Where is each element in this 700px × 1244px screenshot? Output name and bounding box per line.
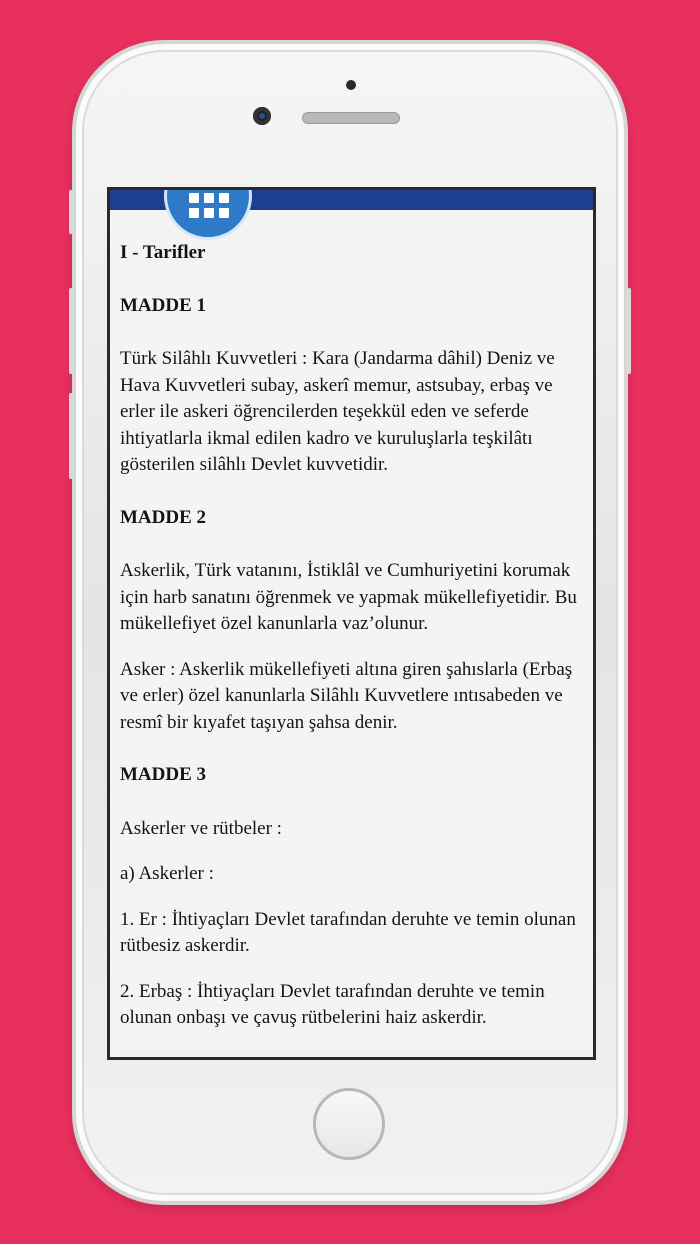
section-title: MADDE 1	[120, 294, 207, 316]
paragraph: Türk Silâhlı Kuvvetleri : Kara (Jandarma dâhil) Deniz ve Hava Kuvvetleri subay, askerî memur, astsubay, erbaş ve erler ile askeri öğrencilerden teşekkül eden ve seferde ihtiyatlarla ikmal edilen kadro ve kuruluşlarla teşkilâtı gösterilen silâhlı Devlet kuvvetidir.	[120, 348, 555, 475]
mute-switch	[69, 190, 74, 234]
home-button[interactable]	[313, 1088, 385, 1160]
paragraph: Askerlik, Türk vatanını, İstiklâl ve Cumhuriyetini korumak için harb sanatını öğrenmek ve yapmak mükellefiyetidir. Bu mükellefiyet özel kanunlarla vaz’olunur.	[120, 560, 577, 634]
paragraph: Askerler ve rütbeler :	[120, 817, 282, 839]
paragraph: 1. Er : İhtiyaçları Devlet tarafından deruhte ve temin olunan rütbesiz askerdir.	[120, 908, 576, 956]
grid-icon	[189, 193, 229, 219]
front-camera	[253, 107, 271, 125]
volume-up-button	[69, 288, 74, 374]
app-view	[110, 190, 593, 1057]
power-button	[626, 288, 631, 374]
section-title: MADDE 3	[120, 764, 207, 785]
earpiece-speaker	[302, 112, 400, 124]
volume-down-button	[69, 393, 74, 479]
menu-button[interactable]	[164, 190, 252, 240]
article-content	[120, 240, 582, 1051]
paragraph: Asker : Askerlik mükellefiyeti altına giren şahıslarla (Erbaş ve erler) özel kanunlarla Silâhlı Kuvvetlere ıntısabeden ve resmî bir kıyafet taşıyan şahsa denir.	[120, 658, 573, 733]
paragraph: a) Askerler :	[120, 863, 214, 884]
proximity-sensor	[346, 80, 356, 90]
page-heading: I - Tarifler	[120, 242, 206, 263]
section-title: MADDE 2	[120, 506, 207, 528]
device-screen	[107, 187, 596, 1060]
paragraph: 2. Erbaş : İhtiyaçları Devlet tarafından deruhte ve temin olunan onbaşı ve çavuş rütbelerini haiz askerdir.	[120, 980, 545, 1028]
